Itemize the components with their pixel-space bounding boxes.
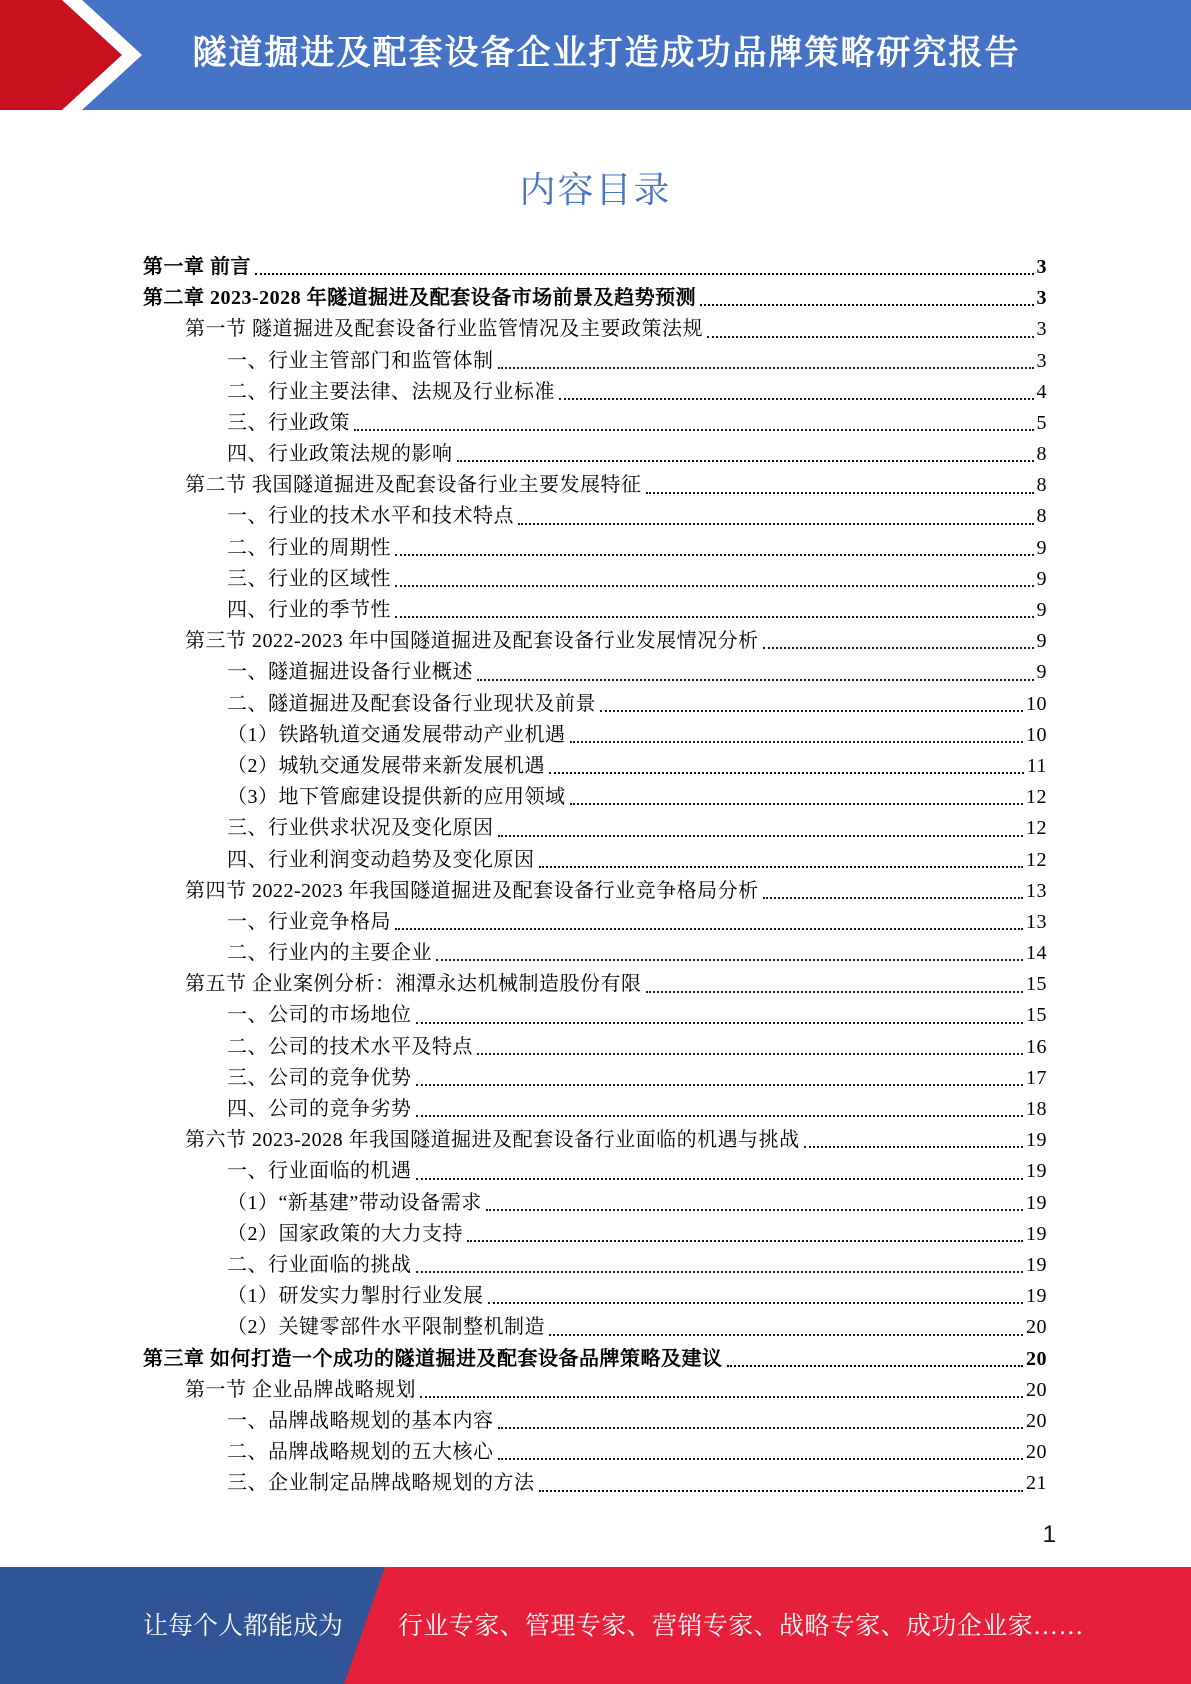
toc-subsection-entry[interactable] (227, 1032, 1047, 1063)
toc-entry-page-number: 20 (1026, 1347, 1047, 1370)
toc-dot-leader (539, 1490, 1024, 1492)
toc-entry-page-number: 19 (1026, 1191, 1047, 1214)
toc-dot-leader (498, 367, 1034, 369)
toc-dot-leader (255, 273, 1034, 275)
toc-entry-page-number: 3 (1036, 349, 1047, 372)
toc-entry-label: 三、行业的区域性 (227, 567, 391, 590)
toc-entry-label: 一、行业面临的机遇 (227, 1160, 412, 1183)
toc-entry-page-number: 20 (1026, 1316, 1047, 1339)
toc-dot-leader (395, 585, 1034, 587)
toc-entry-label: 第二节 我国隧道掘进及配套设备行业主要发展特征 (185, 474, 642, 497)
toc-entry-page-number: 3 (1036, 255, 1047, 278)
toc-dot-leader (498, 1458, 1024, 1460)
toc-entry-label: 一、行业主管部门和监管体制 (227, 349, 494, 372)
toc-entry-page-number: 21 (1026, 1472, 1047, 1495)
toc-dot-leader (570, 741, 1024, 743)
footer-slogan-lead: 让每个人都能成为 (143, 1613, 344, 1640)
toc-entry-label: 二、行业内的主要企业 (227, 942, 432, 965)
toc-dot-leader (727, 1365, 1024, 1367)
toc-entry-page-number: 15 (1026, 1004, 1047, 1027)
toc-entry-page-number: 16 (1026, 1035, 1047, 1058)
toc-entry-label: 四、公司的竞争劣势 (227, 1098, 412, 1121)
toc-dot-leader (416, 1178, 1024, 1180)
toc-entry-label: 四、行业政策法规的影响 (227, 443, 453, 466)
toc-entry-page-number: 9 (1036, 536, 1047, 559)
header-banner (0, 0, 1191, 110)
toc-subsection-entry[interactable] (227, 1281, 1047, 1312)
toc-entry-page-number: 9 (1036, 567, 1047, 590)
table-of-contents (143, 252, 1047, 1500)
toc-dot-leader (549, 772, 1024, 774)
toc-entry-label: 二、公司的技术水平及特点 (227, 1035, 473, 1058)
toc-entry-page-number: 10 (1026, 692, 1047, 715)
toc-subsection-entry[interactable] (227, 657, 1047, 688)
toc-entry-label: 第三节 2022-2023 年中国隧道掘进及配套设备行业发展情况分析 (185, 630, 759, 653)
toc-chapter-entry[interactable] (143, 252, 1047, 283)
toc-subsection-entry[interactable] (227, 1188, 1047, 1219)
toc-section-entry[interactable] (185, 876, 1047, 907)
report-title: 隧道掘进及配套设备企业打造成功品牌策略研究报告 (192, 34, 1021, 72)
toc-dot-leader (700, 304, 1033, 306)
toc-subsection-entry[interactable] (227, 1156, 1047, 1187)
toc-subsection-entry[interactable] (227, 1094, 1047, 1125)
toc-entry-label: 三、公司的竞争优势 (227, 1066, 412, 1089)
toc-entry-page-number: 5 (1036, 411, 1047, 434)
toc-subsection-entry[interactable] (227, 720, 1047, 751)
toc-entry-page-number: 12 (1026, 786, 1047, 809)
toc-dot-leader (600, 710, 1023, 712)
toc-dot-leader (416, 1084, 1024, 1086)
toc-section-entry[interactable] (185, 1375, 1047, 1406)
toc-entry-page-number: 17 (1026, 1066, 1047, 1089)
toc-dot-leader (763, 897, 1023, 899)
toc-entry-label: 三、企业制定品牌战略规划的方法 (227, 1472, 535, 1495)
toc-entry-page-number: 8 (1036, 474, 1047, 497)
toc-subsection-entry[interactable] (227, 1219, 1047, 1250)
toc-entry-page-number: 3 (1036, 287, 1047, 310)
toc-dot-leader (416, 1115, 1024, 1117)
toc-subsection-entry[interactable] (227, 1250, 1047, 1281)
toc-subsection-entry[interactable] (227, 502, 1047, 533)
toc-subsection-entry[interactable] (227, 689, 1047, 720)
toc-dot-leader (539, 866, 1024, 868)
toc-entry-page-number: 9 (1036, 630, 1047, 653)
toc-dot-leader (416, 1022, 1024, 1024)
toc-entry-page-number: 9 (1036, 599, 1047, 622)
toc-subsection-entry[interactable] (227, 1063, 1047, 1094)
toc-entry-label: 第二章 2023-2028 年隧道掘进及配套设备市场前景及趋势预测 (143, 287, 697, 310)
toc-entry-page-number: 11 (1026, 754, 1047, 777)
footer-banner (0, 1567, 1191, 1684)
toc-entry-page-number: 20 (1026, 1378, 1047, 1401)
toc-entry-label: 二、行业面临的挑战 (227, 1253, 412, 1276)
toc-chapter-entry[interactable] (143, 283, 1047, 314)
toc-entry-label: 第三章 如何打造一个成功的隧道掘进及配套设备品牌策略及建议 (143, 1347, 723, 1370)
toc-entry-page-number: 8 (1036, 443, 1047, 466)
toc-entry-label: （2）城轨交通发展带来新发展机遇 (227, 754, 545, 777)
toc-entry-page-number: 8 (1036, 505, 1047, 528)
toc-dot-leader (549, 1334, 1023, 1336)
toc-entry-page-number: 20 (1026, 1409, 1047, 1432)
toc-dot-leader (395, 928, 1023, 930)
toc-dot-leader (436, 959, 1023, 961)
toc-entry-label: （1）铁路轨道交通发展带动产业机遇 (227, 723, 566, 746)
toc-entry-page-number: 14 (1026, 942, 1047, 965)
toc-section-entry[interactable] (185, 470, 1047, 501)
toc-subsection-entry[interactable] (227, 782, 1047, 813)
toc-subsection-entry[interactable] (227, 845, 1047, 876)
toc-dot-leader (395, 616, 1034, 618)
toc-entry-label: 第一章 前言 (143, 255, 251, 278)
toc-subsection-entry[interactable] (227, 1406, 1047, 1437)
toc-entry-label: 一、公司的市场地位 (227, 1004, 412, 1027)
toc-entry-page-number: 10 (1026, 723, 1047, 746)
toc-entry-label: 二、行业的周期性 (227, 536, 391, 559)
toc-entry-label: 第一节 企业品牌战略规划 (185, 1378, 416, 1401)
toc-dot-leader (354, 429, 1034, 431)
toc-dot-leader (477, 1053, 1023, 1055)
toc-dot-leader (395, 554, 1034, 556)
toc-entry-page-number: 19 (1026, 1160, 1047, 1183)
toc-subsection-entry[interactable] (227, 1468, 1047, 1499)
toc-dot-leader (486, 1209, 1023, 1211)
toc-entry-page-number: 12 (1026, 848, 1047, 871)
toc-dot-leader (457, 460, 1034, 462)
toc-heading: 内容目录 (519, 169, 672, 210)
toc-subsection-entry[interactable] (227, 1437, 1047, 1468)
toc-entry-page-number: 19 (1026, 1129, 1047, 1152)
toc-entry-label: 二、隧道掘进及配套设备行业现状及前景 (227, 692, 596, 715)
toc-dot-leader (518, 523, 1034, 525)
toc-subsection-entry[interactable] (227, 408, 1047, 439)
toc-entry-page-number: 18 (1026, 1098, 1047, 1121)
toc-entry-label: 第四节 2022-2023 年我国隧道掘进及配套设备行业竞争格局分析 (185, 879, 759, 902)
toc-subsection-entry[interactable] (227, 564, 1047, 595)
toc-entry-page-number: 9 (1036, 661, 1047, 684)
toc-entry-page-number: 19 (1026, 1285, 1047, 1308)
toc-subsection-entry[interactable] (227, 346, 1047, 377)
toc-entry-label: 四、行业的季节性 (227, 599, 391, 622)
toc-entry-page-number: 20 (1026, 1441, 1047, 1464)
toc-dot-leader (804, 1146, 1023, 1148)
toc-dot-leader (416, 1271, 1024, 1273)
toc-entry-page-number: 4 (1036, 380, 1047, 403)
toc-entry-label: 二、品牌战略规划的五大核心 (227, 1441, 494, 1464)
toc-entry-label: （2）国家政策的大力支持 (227, 1222, 463, 1245)
footer-slogan-roles: 行业专家、管理专家、营销专家、战略专家、成功企业家…… (398, 1613, 1084, 1640)
toc-entry-label: 一、行业的技术水平和技术特点 (227, 505, 514, 528)
toc-entry-label: 一、行业竞争格局 (227, 910, 391, 933)
toc-subsection-entry[interactable] (227, 1001, 1047, 1032)
toc-dot-leader (488, 1302, 1024, 1304)
toc-entry-label: 一、品牌战略规划的基本内容 (227, 1409, 494, 1432)
toc-entry-label: （1）研发实力掣肘行业发展 (227, 1285, 484, 1308)
toc-entry-page-number: 12 (1026, 817, 1047, 840)
toc-dot-leader (467, 1240, 1023, 1242)
toc-entry-label: 第五节 企业案例分析：湘潭永达机械制造股份有限 (185, 973, 642, 996)
toc-entry-label: 二、行业主要法律、法规及行业标准 (227, 380, 555, 403)
toc-dot-leader (763, 647, 1034, 649)
toc-entry-label: （2）关键零部件水平限制整机制造 (227, 1316, 545, 1339)
toc-subsection-entry[interactable] (227, 439, 1047, 470)
toc-entry-page-number: 13 (1026, 879, 1047, 902)
toc-subsection-entry[interactable] (227, 533, 1047, 564)
toc-subsection-entry[interactable] (227, 1312, 1047, 1343)
toc-dot-leader (570, 803, 1024, 805)
toc-entry-page-number: 15 (1026, 973, 1047, 996)
toc-section-entry[interactable] (185, 626, 1047, 657)
toc-entry-label: （1）“新基建”带动设备需求 (227, 1191, 482, 1214)
toc-dot-leader (498, 1427, 1024, 1429)
toc-dot-leader (646, 991, 1024, 993)
toc-subsection-entry[interactable] (227, 813, 1047, 844)
toc-entry-label: （3）地下管廊建设提供新的应用领域 (227, 786, 566, 809)
toc-entry-page-number: 13 (1026, 910, 1047, 933)
toc-entry-page-number: 3 (1036, 318, 1047, 341)
page-number: 1 (1042, 1521, 1056, 1548)
toc-entry-label: 四、行业利润变动趋势及变化原因 (227, 848, 535, 871)
toc-subsection-entry[interactable] (227, 907, 1047, 938)
toc-entry-label: 三、行业供求状况及变化原因 (227, 817, 494, 840)
toc-section-entry[interactable] (185, 969, 1047, 1000)
toc-entry-label: 三、行业政策 (227, 411, 350, 434)
toc-entry-label: 第六节 2023-2028 年我国隧道掘进及配套设备行业面临的机遇与挑战 (185, 1129, 800, 1152)
toc-subsection-entry[interactable] (227, 595, 1047, 626)
toc-dot-leader (498, 835, 1024, 837)
toc-subsection-entry[interactable] (227, 377, 1047, 408)
toc-entry-label: 一、隧道掘进设备行业概述 (227, 661, 473, 684)
toc-subsection-entry[interactable] (227, 751, 1047, 782)
toc-dot-leader (477, 679, 1034, 681)
toc-chapter-entry[interactable] (143, 1344, 1047, 1375)
toc-entry-page-number: 19 (1026, 1222, 1047, 1245)
toc-dot-leader (707, 336, 1034, 338)
toc-dot-leader (559, 398, 1034, 400)
toc-subsection-entry[interactable] (227, 938, 1047, 969)
toc-section-entry[interactable] (185, 1125, 1047, 1156)
toc-entry-label: 第一节 隧道掘进及配套设备行业监管情况及主要政策法规 (185, 318, 703, 341)
toc-entry-page-number: 19 (1026, 1253, 1047, 1276)
toc-dot-leader (646, 492, 1034, 494)
toc-dot-leader (420, 1396, 1023, 1398)
toc-section-entry[interactable] (185, 314, 1047, 345)
